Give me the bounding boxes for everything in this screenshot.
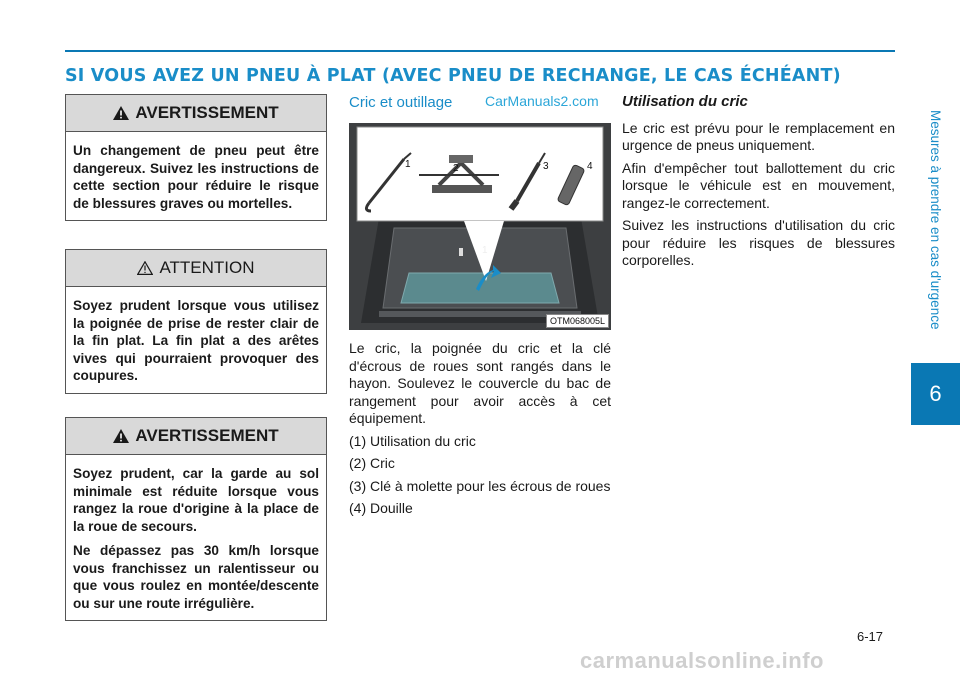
- warning-text: Ne dépassez pas 30 km/h lorsque vous franchissez un ralentisseur ou que vous roulez en montée/descente ou sur une route irrégulière.: [73, 543, 319, 611]
- callout-3: 3: [543, 161, 549, 172]
- warning-box-1: [65, 94, 327, 221]
- callout-2: 2: [453, 163, 459, 174]
- warning-header: [66, 95, 326, 132]
- section-label: Mesures à prendre en cas d'urgence: [928, 110, 943, 330]
- jack-usage-section: [622, 93, 895, 275]
- warning-text: Un changement de pneu peut être dangereux. Suivez les instructions de cette section pour réduire le risque de blessures graves ou mortelles.: [73, 143, 319, 211]
- watermark-top: CarManuals2.com: [485, 93, 599, 109]
- tools-section-title: Cric et outillage: [349, 94, 453, 111]
- tools-description: [349, 340, 611, 523]
- warning-text: Soyez prudent, car la garde au sol minimale est réduite lorsque vous rangez la roue d'origine à la place de la roue de secours.: [73, 466, 319, 534]
- jack-usage-paragraph: Afin d'empêcher tout ballottement du cric lorsque le véhicule est en mouvement, rangez-le correctement.: [622, 159, 895, 211]
- list-item: (4) Douille: [349, 500, 413, 516]
- attention-title: ATTENTION: [159, 258, 255, 277]
- warning-box-2: [65, 417, 327, 621]
- attention-text: Soyez prudent lorsque vous utilisez la poignée de prise de rester clair de la fin plat. La fin plat a des arêtes vives qui pourraient provoquer des coupures.: [73, 298, 319, 383]
- jack-usage-title: Utilisation du cric: [622, 93, 748, 110]
- footer-watermark: carmanualsonline.info: [580, 648, 824, 673]
- list-item: (1) Utilisation du cric: [349, 432, 476, 449]
- jack-usage-paragraph: Le cric est prévu pour le remplacement en urgence de pneus uniquement.: [622, 119, 895, 153]
- attention-body: [66, 287, 326, 393]
- top-rule: [65, 50, 895, 52]
- callout-4: 4: [587, 161, 593, 172]
- list-item: (2) Cric: [349, 455, 395, 471]
- warning-triangle-icon: [113, 106, 129, 120]
- warning-triangle-icon: [113, 429, 129, 443]
- tools-intro: Le cric, la poignée du cric et la clé d'écrous de roues sont rangés dans le hayon. Soulevez le couvercle du bac de rangement pour avoir accès à cet équipement.: [349, 340, 611, 426]
- warning-body: [66, 132, 326, 220]
- callout-floor: 1: [482, 245, 488, 256]
- attention-box: [65, 249, 327, 394]
- caution-triangle-icon: [137, 261, 153, 275]
- page-title: SI VOUS AVEZ UN PNEU À PLAT (AVEC PNEU DE RECHANGE, LE CAS ÉCHÉANT): [65, 66, 841, 86]
- warning-header: [66, 418, 326, 455]
- warning-body: [66, 455, 326, 620]
- figure-caption: OTM068005L: [546, 314, 609, 328]
- callout-1: 1: [405, 159, 411, 170]
- tools-figure: [349, 123, 611, 330]
- jack-usage-paragraph: Suivez les instructions d'utilisation du cric pour réduire les risques de blessures corporelles.: [622, 217, 895, 268]
- chapter-tab[interactable]: 6: [911, 363, 960, 425]
- page-number: 6-17: [857, 629, 884, 644]
- list-item: (3) Clé à molette pour les écrous de roues: [349, 477, 611, 494]
- attention-header: [66, 250, 326, 287]
- trunk-illustration: [349, 123, 611, 330]
- warning-title: AVERTISSEMENT: [135, 426, 279, 445]
- warning-title: AVERTISSEMENT: [135, 103, 279, 122]
